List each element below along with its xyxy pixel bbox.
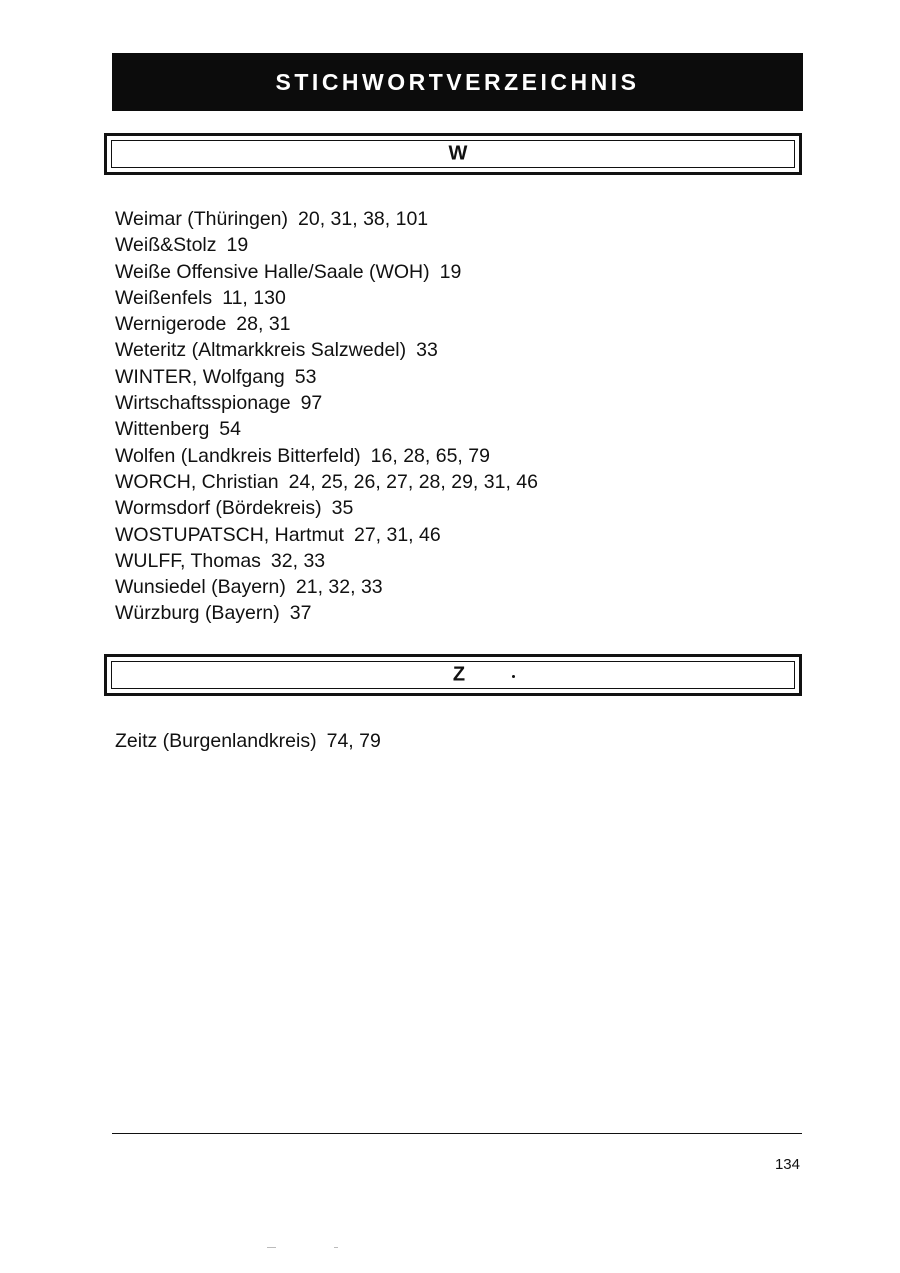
entry-pages: 37 [289, 602, 312, 625]
index-list-w [115, 206, 538, 627]
index-entry [115, 259, 538, 285]
entry-pages: 74, 79 [326, 730, 381, 752]
index-entry [115, 600, 538, 626]
scan-artifact [334, 1247, 338, 1248]
entry-pages: 21, 32, 33 [295, 576, 383, 599]
entry-term: Wunsiedel (Bayern) [115, 576, 286, 599]
index-entry [115, 548, 538, 574]
scan-artifact [267, 1247, 276, 1248]
entry-pages: 97 [300, 392, 323, 415]
index-title-bar [112, 53, 803, 111]
entry-term: WOSTUPATSCH, Hartmut [115, 523, 344, 546]
index-entry [115, 232, 538, 258]
index-entry [115, 390, 538, 416]
index-entry [115, 728, 381, 754]
entry-term: Wittenberg [115, 418, 210, 441]
section-letter-w: W [448, 142, 468, 165]
section-header-z [104, 654, 802, 696]
entry-term: Weteritz (Altmarkkreis Salzwedel) [115, 339, 407, 362]
entry-pages: 11, 130 [222, 286, 286, 309]
entry-pages: 27, 31, 46 [353, 523, 441, 546]
entry-term: Weimar (Thüringen) [115, 208, 289, 230]
entry-term: Wernigerode [115, 313, 227, 336]
entry-term: Weißenfels [115, 286, 213, 309]
page-title: STICHWORTVERZEICHNIS [275, 68, 640, 95]
entry-pages: 33 [416, 339, 438, 362]
entry-pages: 35 [331, 497, 354, 520]
entry-term: WORCH, Christian [115, 470, 279, 493]
index-entry [115, 574, 538, 600]
index-entry [115, 285, 538, 311]
entry-pages: 53 [294, 365, 317, 388]
entry-term: Weiße Offensive Halle/Saale (WOH) [115, 260, 430, 283]
entry-pages: 28, 31 [236, 313, 291, 336]
page-number: 134 [774, 1156, 800, 1173]
entry-term: Würzburg (Bayern) [115, 602, 280, 625]
entry-pages: 19 [226, 234, 249, 257]
entry-term: Wolfen (Landkreis Bitterfeld) [115, 444, 361, 467]
index-entry [115, 495, 538, 521]
index-list-z [115, 728, 381, 754]
section-header-w [104, 133, 802, 175]
section-letter-z: Z [452, 663, 466, 686]
entry-pages: 19 [439, 260, 462, 283]
index-entry [115, 337, 538, 363]
footer-rule [112, 1133, 802, 1134]
entry-term: Wormsdorf (Bördekreis) [115, 497, 322, 520]
entry-pages: 16, 28, 65, 79 [370, 444, 490, 467]
entry-term: WULFF, Thomas [115, 549, 261, 572]
index-entry [115, 206, 538, 232]
index-entry [115, 416, 538, 442]
index-entry [115, 522, 538, 548]
index-entry [115, 311, 538, 337]
entry-term: Zeitz (Burgenlandkreis) [115, 730, 317, 752]
entry-pages: 32, 33 [270, 549, 326, 572]
entry-term: Wirtschaftsspionage [115, 392, 291, 415]
entry-term: WINTER, Wolfgang [115, 365, 285, 388]
entry-pages: 20, 31, 38, 101 [298, 208, 429, 230]
index-entry [115, 364, 538, 390]
entry-pages: 24, 25, 26, 27, 28, 29, 31, 46 [288, 470, 538, 493]
index-entry [115, 443, 538, 469]
index-entry [115, 469, 538, 495]
entry-term: Weiß&Stolz [115, 234, 217, 257]
entry-pages: 54 [219, 418, 241, 441]
